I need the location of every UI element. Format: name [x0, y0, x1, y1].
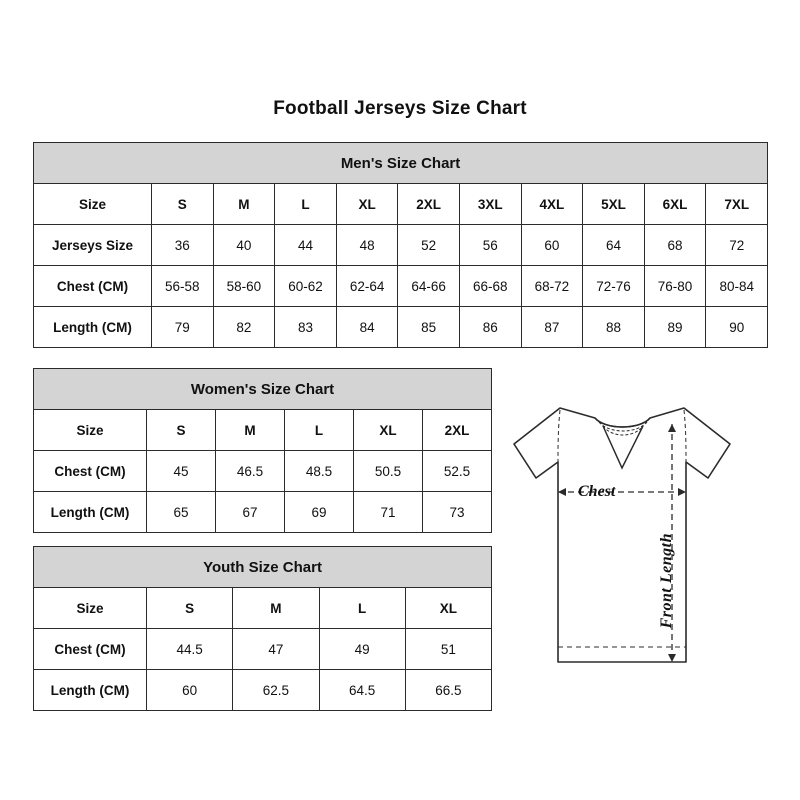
table-cell: 52 [398, 225, 460, 266]
table-cell: 64 [583, 225, 645, 266]
table-cell: 52.5 [423, 451, 492, 492]
table-cell: 45 [147, 451, 216, 492]
youth-table-caption: Youth Size Chart [34, 547, 492, 588]
table-cell: 60 [521, 225, 583, 266]
column-header: L [285, 410, 354, 451]
table-header-band [34, 547, 492, 588]
column-header: 2XL [423, 410, 492, 451]
table-cell: 69 [285, 492, 354, 533]
column-header: L [275, 184, 337, 225]
page-title: Football Jerseys Size Chart [273, 98, 527, 119]
table-row [34, 451, 492, 492]
column-header: 6XL [644, 184, 706, 225]
table-row [34, 670, 492, 711]
table-cell: 85 [398, 307, 460, 348]
table-row [34, 225, 768, 266]
column-header: XL [336, 184, 398, 225]
column-header: 3XL [459, 184, 521, 225]
row-label: Chest (CM) [34, 451, 147, 492]
table-cell: 58-60 [213, 266, 275, 307]
table-cell: 72 [706, 225, 768, 266]
column-header: Size [34, 410, 147, 451]
table-cell: 49 [319, 629, 405, 670]
table-cell: 64.5 [319, 670, 405, 711]
youth-size-table [33, 546, 492, 711]
front-length-label: Front Length [658, 533, 675, 629]
table-cell: 48.5 [285, 451, 354, 492]
row-label: Chest (CM) [34, 629, 147, 670]
womens-table-caption: Women's Size Chart [34, 369, 492, 410]
table-cell: 67 [216, 492, 285, 533]
column-header: L [319, 588, 405, 629]
table-cell: 66-68 [459, 266, 521, 307]
row-label: Length (CM) [34, 307, 152, 348]
table-cell: 36 [152, 225, 214, 266]
jersey-outline [514, 408, 730, 662]
column-header: 7XL [706, 184, 768, 225]
table-cell: 71 [354, 492, 423, 533]
table-cell: 60 [147, 670, 233, 711]
column-header: S [147, 588, 233, 629]
table-cell: 87 [521, 307, 583, 348]
column-header: 4XL [521, 184, 583, 225]
table-cell: 73 [423, 492, 492, 533]
column-header: 2XL [398, 184, 460, 225]
chest-label: Chest [578, 483, 616, 500]
table-row [34, 588, 492, 629]
row-label: Length (CM) [34, 670, 147, 711]
table-row [34, 492, 492, 533]
table-header-band [34, 143, 768, 184]
table-cell: 84 [336, 307, 398, 348]
table-row [34, 266, 768, 307]
table-cell: 50.5 [354, 451, 423, 492]
table-cell: 68-72 [521, 266, 583, 307]
table-cell: 80-84 [706, 266, 768, 307]
table-cell: 51 [405, 629, 491, 670]
table-cell: 88 [583, 307, 645, 348]
table-cell: 44 [275, 225, 337, 266]
column-header: S [147, 410, 216, 451]
table-cell: 62-64 [336, 266, 398, 307]
mens-size-table [33, 142, 768, 348]
table-row [34, 410, 492, 451]
column-header: Size [34, 588, 147, 629]
column-header: Size [34, 184, 152, 225]
table-cell: 47 [233, 629, 319, 670]
table-cell: 79 [152, 307, 214, 348]
column-header: 5XL [583, 184, 645, 225]
column-header: M [233, 588, 319, 629]
table-cell: 60-62 [275, 266, 337, 307]
table-cell: 83 [275, 307, 337, 348]
table-row [34, 629, 492, 670]
column-header: S [152, 184, 214, 225]
row-label: Jerseys Size [34, 225, 152, 266]
column-header: XL [405, 588, 491, 629]
row-label: Chest (CM) [34, 266, 152, 307]
table-row [34, 307, 768, 348]
womens-size-table [33, 368, 492, 533]
row-label: Length (CM) [34, 492, 147, 533]
column-header: M [213, 184, 275, 225]
table-cell: 90 [706, 307, 768, 348]
table-cell: 48 [336, 225, 398, 266]
table-row [34, 184, 768, 225]
table-cell: 66.5 [405, 670, 491, 711]
column-header: M [216, 410, 285, 451]
table-cell: 89 [644, 307, 706, 348]
jersey-illustration [500, 400, 790, 700]
table-header-band [34, 369, 492, 410]
table-cell: 46.5 [216, 451, 285, 492]
column-header: XL [354, 410, 423, 451]
table-cell: 72-76 [583, 266, 645, 307]
table-cell: 56 [459, 225, 521, 266]
table-cell: 56-58 [152, 266, 214, 307]
table-cell: 40 [213, 225, 275, 266]
table-cell: 82 [213, 307, 275, 348]
table-cell: 62.5 [233, 670, 319, 711]
table-cell: 76-80 [644, 266, 706, 307]
table-cell: 65 [147, 492, 216, 533]
mens-table-caption: Men's Size Chart [34, 143, 768, 184]
table-cell: 86 [459, 307, 521, 348]
table-cell: 68 [644, 225, 706, 266]
table-cell: 44.5 [147, 629, 233, 670]
jersey-measurement-diagram [500, 400, 790, 700]
table-cell: 64-66 [398, 266, 460, 307]
